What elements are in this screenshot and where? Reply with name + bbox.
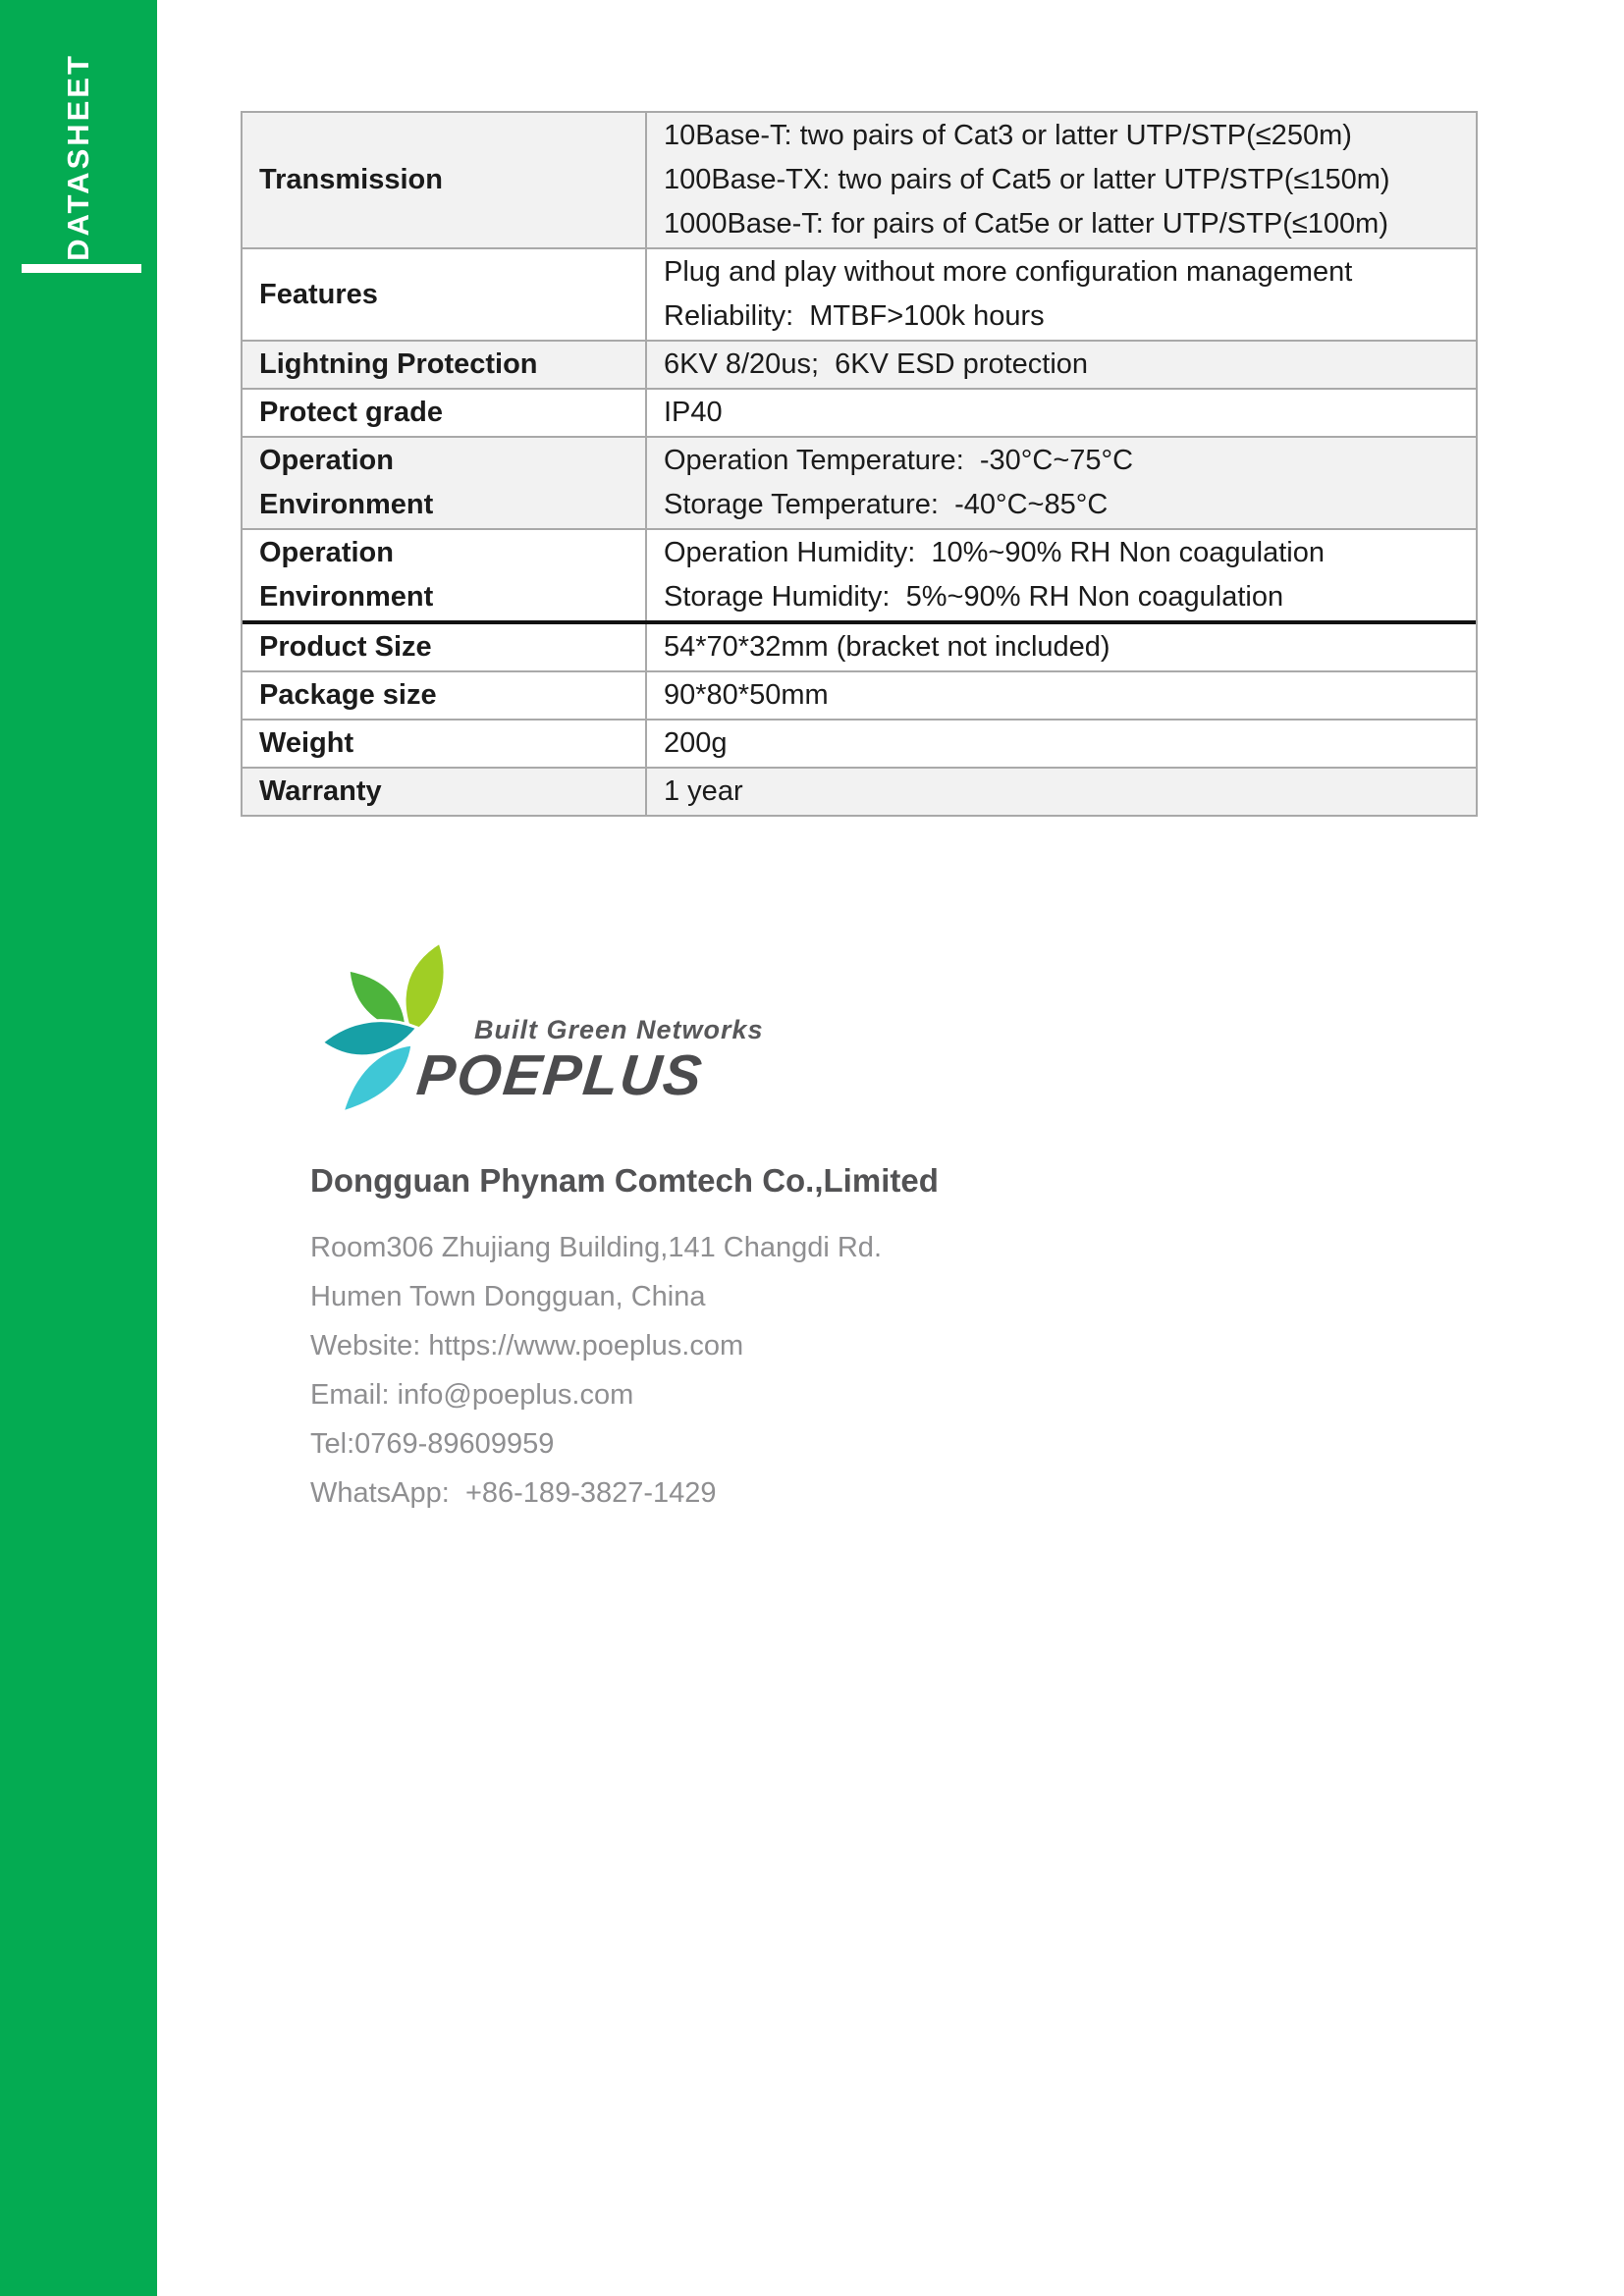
- company-address-line-1: Room306 Zhujiang Building,141 Changdi Rd.: [310, 1232, 882, 1263]
- leaf-yellow-green-icon: [405, 942, 445, 1035]
- spec-value-text: 54*70*32mm (bracket not included): [664, 631, 1110, 663]
- spec-label-text: Operation: [259, 537, 394, 568]
- spec-label-cell: [243, 624, 647, 670]
- spec-value-cell: [647, 113, 1476, 247]
- spec-label-text: Warranty: [259, 775, 382, 807]
- company-contact-lines: [310, 1223, 939, 1518]
- spec-label-text: Lightning Protection: [259, 348, 538, 380]
- spec-value-cell: [647, 672, 1476, 719]
- spec-label-cell: [243, 249, 647, 340]
- spec-label-text: Features: [259, 278, 378, 310]
- table-row: [243, 670, 1476, 719]
- datasheet-sidebar: [0, 0, 157, 2296]
- spec-value-text: 90*80*50mm: [664, 679, 829, 711]
- table-row: [243, 388, 1476, 436]
- spec-value-cell: [647, 721, 1476, 767]
- spec-value-text: 200g: [664, 727, 728, 759]
- spec-value-text: Storage Temperature: -40°C~85°C: [664, 489, 1109, 520]
- spec-label-text: Transmission: [259, 164, 443, 195]
- spec-table: [241, 111, 1478, 817]
- company-whatsapp-line: WhatsApp: +86-189-3827-1429: [310, 1477, 717, 1509]
- company-name: Dongguan Phynam Comtech Co.,Limited: [310, 1162, 939, 1199]
- spec-value-text: 6KV 8/20us; 6KV ESD protection: [664, 348, 1089, 380]
- spec-value-text: 1000Base-T: for pairs of Cat5e or latter UTP/STP(≤100m): [664, 208, 1388, 240]
- spec-label-cell: [243, 721, 647, 767]
- spec-value-cell: [647, 769, 1476, 815]
- spec-label-cell: [243, 672, 647, 719]
- spec-value-text: Plug and play without more configuration management: [664, 256, 1353, 288]
- spec-value-cell: [647, 342, 1476, 388]
- spec-label-text: Operation: [259, 445, 394, 476]
- logo-tagline: Built Green Networks: [474, 1015, 764, 1044]
- spec-label-cell: [243, 769, 647, 815]
- table-row: [243, 436, 1476, 528]
- table-row: [243, 767, 1476, 815]
- spec-value-cell: [647, 390, 1476, 436]
- spec-label-cell: [243, 438, 647, 528]
- spec-value-text: Operation Temperature: -30°C~75°C: [664, 445, 1134, 476]
- company-email-line: Email: info@poeplus.com: [310, 1379, 634, 1411]
- spec-value-text: 100Base-TX: two pairs of Cat5 or latter UTP/STP(≤150m): [664, 164, 1390, 195]
- spec-value-text: Operation Humidity: 10%~90% RH Non coagulation: [664, 537, 1326, 568]
- spec-value-cell: [647, 438, 1476, 528]
- company-website-line: Website: https://www.poeplus.com: [310, 1330, 744, 1362]
- spec-label-text: Product Size: [259, 631, 432, 663]
- table-row: [243, 719, 1476, 767]
- poeplus-logo: [316, 931, 787, 1127]
- spec-label-cell: [243, 113, 647, 247]
- datasheet-label-wrap: [0, 53, 157, 261]
- company-tel-line: Tel:0769-89609959: [310, 1428, 555, 1460]
- spec-label-text: Package size: [259, 679, 437, 711]
- table-row: [243, 528, 1476, 620]
- spec-value-text: 10Base-T: two pairs of Cat3 or latter UTP/STP(≤250m): [664, 120, 1352, 151]
- spec-value-cell: [647, 249, 1476, 340]
- spec-value-cell: [647, 530, 1476, 620]
- spec-value-cell: [647, 624, 1476, 670]
- spec-label-cell: [243, 390, 647, 436]
- table-row: [243, 340, 1476, 388]
- spec-label-cell: [243, 530, 647, 620]
- company-address-line-2: Humen Town Dongguan, China: [310, 1281, 706, 1312]
- table-row: [243, 247, 1476, 340]
- spec-value-text: Storage Humidity: 5%~90% RH Non coagulation: [664, 581, 1284, 613]
- sidebar-divider-line: [22, 264, 141, 273]
- spec-value-text: IP40: [664, 397, 723, 428]
- spec-label-cell: [243, 342, 647, 388]
- spec-value-text: 1 year: [664, 775, 743, 807]
- spec-label-text: Weight: [259, 727, 354, 759]
- logo-wordmark: POEPLUS: [413, 1043, 707, 1107]
- table-row: [243, 113, 1476, 247]
- spec-label-text: Protect grade: [259, 397, 443, 428]
- company-info: [310, 1162, 939, 1518]
- spec-label-text: Environment: [259, 489, 434, 520]
- table-row: [243, 620, 1476, 670]
- datasheet-label: DATASHEET: [61, 53, 95, 261]
- spec-label-text: Environment: [259, 581, 434, 613]
- spec-value-text: Reliability: MTBF>100k hours: [664, 300, 1045, 332]
